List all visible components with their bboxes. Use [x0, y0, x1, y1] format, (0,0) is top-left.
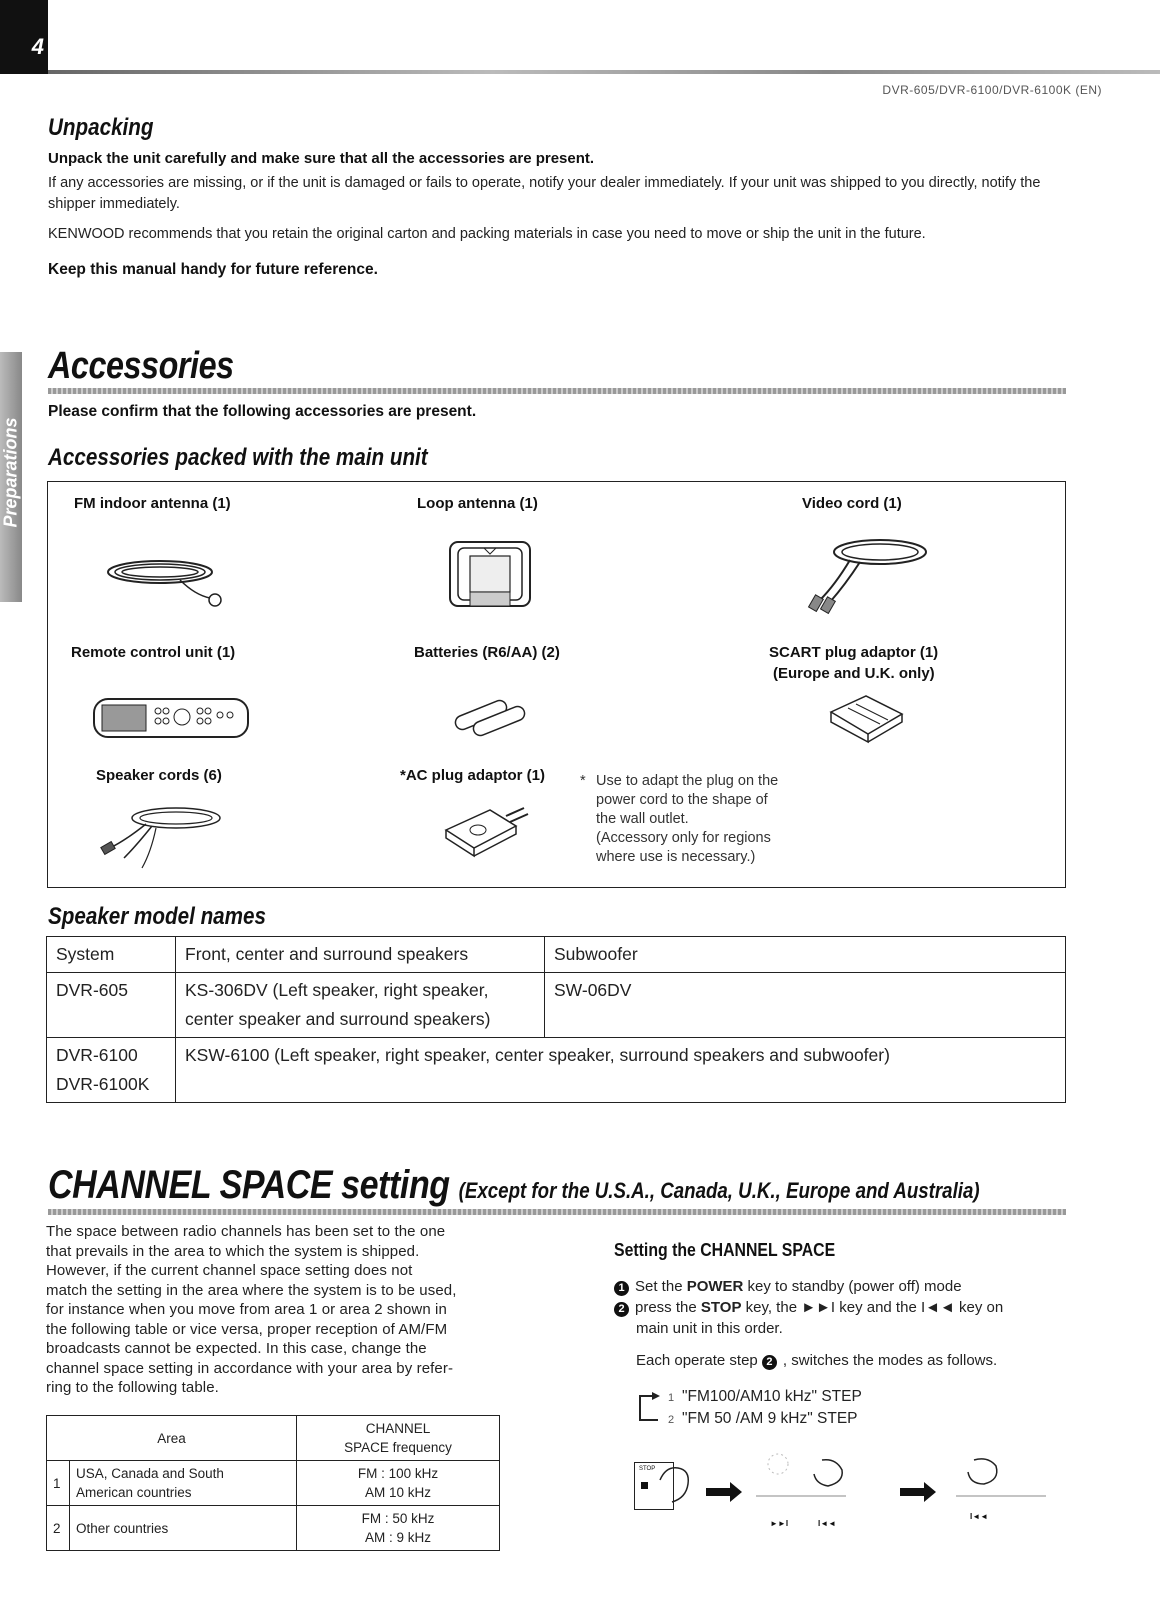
page-number-tab — [0, 0, 48, 74]
table-cell-frequency — [297, 1461, 500, 1506]
step-text: , switches the modes as follows. — [782, 1352, 998, 1369]
table-header-frequency — [297, 1416, 500, 1461]
table-cell-system: DVR-605 — [47, 973, 176, 1038]
ac-note-line: (Accessory only for regions — [596, 830, 771, 846]
table-row — [47, 973, 1066, 1038]
setting-step-2 — [614, 1297, 1074, 1318]
table-cell-front — [176, 973, 545, 1038]
unpacking-keep-note: Keep this manual handy for future reference. — [48, 261, 378, 278]
table-cell-line: American countries — [76, 1485, 192, 1500]
step-text: key to standby (power off) mode — [743, 1278, 962, 1295]
arrow-right-icon — [704, 1480, 744, 1504]
table-cell-line: FM : 100 kHz — [357, 1466, 439, 1481]
accessory-speaker-cords-label: Speaker cords (6) — [96, 767, 222, 784]
table-cell-front: KSW-6100 (Left speaker, right speaker, center speaker, surround speakers and subwoofer) — [176, 1038, 1066, 1103]
step-number-1: 1 — [614, 1281, 629, 1296]
scart-adaptor-icon — [826, 690, 906, 745]
mode-option-2: "FM 50 /AM 9 kHz" STEP — [682, 1410, 858, 1427]
accessory-loop-antenna-label: Loop antenna (1) — [417, 495, 538, 512]
body-line: the following table or vice versa, proper reception of AM/FM — [46, 1320, 448, 1338]
ac-adaptor-note-star: * — [580, 773, 586, 789]
table-cell-line: AM 10 kHz — [364, 1485, 432, 1500]
table-row — [47, 937, 1066, 973]
accessory-video-cord-label: Video cord (1) — [802, 495, 902, 512]
table-cell-area: Other countries — [70, 1506, 297, 1551]
accessory-fm-antenna-label: FM indoor antenna (1) — [74, 495, 231, 512]
accessory-scart-region: (Europe and U.K. only) — [773, 665, 935, 682]
stop-square-icon — [641, 1482, 648, 1489]
unpacking-title: Unpacking — [48, 114, 154, 141]
unpacking-paragraph-2: KENWOOD recommends that you retain the original carton and packing materials in case you need to move or ship the unit in the future. — [48, 226, 926, 242]
speaker-models-title: Speaker model names — [48, 903, 266, 930]
table-cell-line: center speaker and surround speakers) — [185, 1009, 491, 1029]
channel-space-body — [46, 1222, 530, 1398]
ac-plug-adaptor-icon — [440, 800, 540, 860]
pressing-finger-icon — [756, 1450, 846, 1510]
mode-number-1: 1 — [668, 1392, 675, 1404]
header-rule — [48, 70, 1160, 74]
channel-space-table — [46, 1415, 500, 1551]
channel-space-rule — [48, 1209, 1066, 1215]
body-line: The space between radio channels has been set to the one — [46, 1223, 446, 1240]
table-row — [47, 1506, 500, 1551]
table-cell-line: SPACE frequency — [344, 1440, 452, 1455]
table-cell-system — [47, 1038, 176, 1103]
table-header-front: Front, center and surround speakers — [176, 937, 545, 973]
next-button-label: ►►I — [770, 1519, 789, 1528]
table-cell-number: 1 — [47, 1461, 70, 1506]
table-row — [47, 1461, 500, 1506]
video-cord-icon — [800, 530, 940, 615]
step-number-2: 2 — [614, 1302, 629, 1317]
speaker-cords-icon — [96, 800, 236, 875]
ac-adaptor-note — [596, 772, 826, 867]
accessories-confirm: Please confirm that the following accessories are present. — [48, 403, 477, 420]
stop-button-label: STOP — [639, 1466, 656, 1472]
accessories-rule — [48, 388, 1066, 394]
table-cell-line: FM : 50 kHz — [361, 1511, 435, 1526]
side-tab-label: Preparations — [0, 417, 21, 528]
setting-step-2-continued: main unit in this order. — [636, 1320, 783, 1337]
body-line: broadcasts cannot be expected. In this case, change the — [46, 1340, 427, 1357]
table-header-area: Area — [47, 1416, 297, 1461]
stop-key-label: STOP — [700, 1299, 742, 1316]
step-text: Each operate step — [636, 1352, 762, 1369]
setting-title: Setting the CHANNEL SPACE — [614, 1240, 836, 1260]
model-code: DVR-605/DVR-6100/DVR-6100K (EN) — [882, 83, 1102, 97]
accessory-scart-label: SCART plug adaptor (1) — [769, 644, 939, 661]
table-cell-area — [70, 1461, 297, 1506]
unpacking-lead: Unpack the unit carefully and make sure that all the accessories are present. — [48, 150, 595, 167]
step-text: Set the — [635, 1278, 687, 1295]
accessories-title: Accessories — [48, 345, 234, 387]
table-header-system: System — [47, 937, 176, 973]
batteries-icon — [448, 690, 538, 740]
prev-button-label: I◄◄ — [818, 1519, 837, 1528]
arrow-right-icon — [898, 1480, 938, 1504]
table-cell-line: DVR-6100K — [56, 1074, 150, 1094]
body-line: match the setting in the area where the system is to be used, — [46, 1281, 457, 1299]
mode-cycle-bracket-icon — [636, 1390, 666, 1426]
mode-number-2: 2 — [668, 1414, 675, 1426]
loop-antenna-icon — [446, 538, 536, 618]
accessories-packed-title: Accessories packed with the main unit — [48, 444, 428, 471]
step-number-2: 2 — [762, 1355, 777, 1370]
mode-option-1: "FM100/AM10 kHz" STEP — [682, 1388, 862, 1405]
body-line: channel space setting in accordance with your area by refer- — [46, 1359, 454, 1377]
page-number: 4 — [31, 34, 44, 59]
table-cell-number: 2 — [47, 1506, 70, 1551]
table-cell-line: CHANNEL — [365, 1421, 431, 1436]
body-line: that prevails in the area to which the system is shipped. — [46, 1242, 420, 1260]
step-text: press the — [635, 1299, 701, 1316]
table-row — [47, 1038, 1066, 1103]
setting-step-1 — [614, 1276, 1074, 1297]
accessory-batteries-label: Batteries (R6/AA) (2) — [414, 644, 560, 661]
fm-antenna-icon — [100, 550, 250, 610]
table-row — [47, 1416, 500, 1461]
table-cell-frequency — [297, 1506, 500, 1551]
power-key-label: POWER — [686, 1278, 744, 1295]
table-cell-line: KS-306DV (Left speaker, right speaker, — [185, 980, 489, 1000]
table-header-subwoofer: Subwoofer — [545, 937, 1066, 973]
prev-button-label: I◄◄ — [970, 1512, 989, 1521]
pressing-finger-icon — [952, 1450, 1052, 1510]
body-line: for instance when you move from area 1 or area 2 shown in — [46, 1301, 447, 1318]
table-cell-line: USA, Canada and South — [76, 1466, 224, 1481]
channel-space-title-text: CHANNEL SPACE setting — [48, 1163, 450, 1207]
ac-note-line: Use to adapt the plug on the — [596, 773, 779, 789]
table-cell-subwoofer: SW-06DV — [545, 973, 1066, 1038]
channel-space-subtitle: (Except for the U.S.A., Canada, U.K., Europe and Australia) — [458, 1178, 980, 1203]
pressing-finger-icon — [656, 1458, 696, 1508]
accessory-remote-label: Remote control unit (1) — [71, 644, 236, 661]
speaker-models-table — [46, 936, 1066, 1103]
unpacking-paragraph-1: If any accessories are missing, or if the unit is damaged or fails to operate, notify your dealer immediately. If your unit was shipped to you directly, notify the shipper immediately. — [48, 175, 1041, 212]
body-line: ring to the following table. — [46, 1379, 219, 1396]
body-line: However, if the current channel space setting does not — [46, 1262, 413, 1279]
ac-note-line: the wall outlet. — [596, 811, 689, 827]
ac-note-line: where use is necessary.) — [596, 849, 756, 865]
channel-space-title — [48, 1163, 980, 1208]
table-cell-line: AM : 9 kHz — [364, 1530, 431, 1545]
setting-each-step — [636, 1350, 997, 1371]
remote-control-icon — [92, 695, 252, 743]
ac-note-line: power cord to the shape of — [596, 792, 768, 808]
accessory-ac-adaptor-label: *AC plug adaptor (1) — [400, 767, 545, 784]
table-cell-line: DVR-6100 — [56, 1045, 138, 1065]
step-text: key, the ►►I key and the I◄◄ key on — [741, 1299, 1004, 1316]
